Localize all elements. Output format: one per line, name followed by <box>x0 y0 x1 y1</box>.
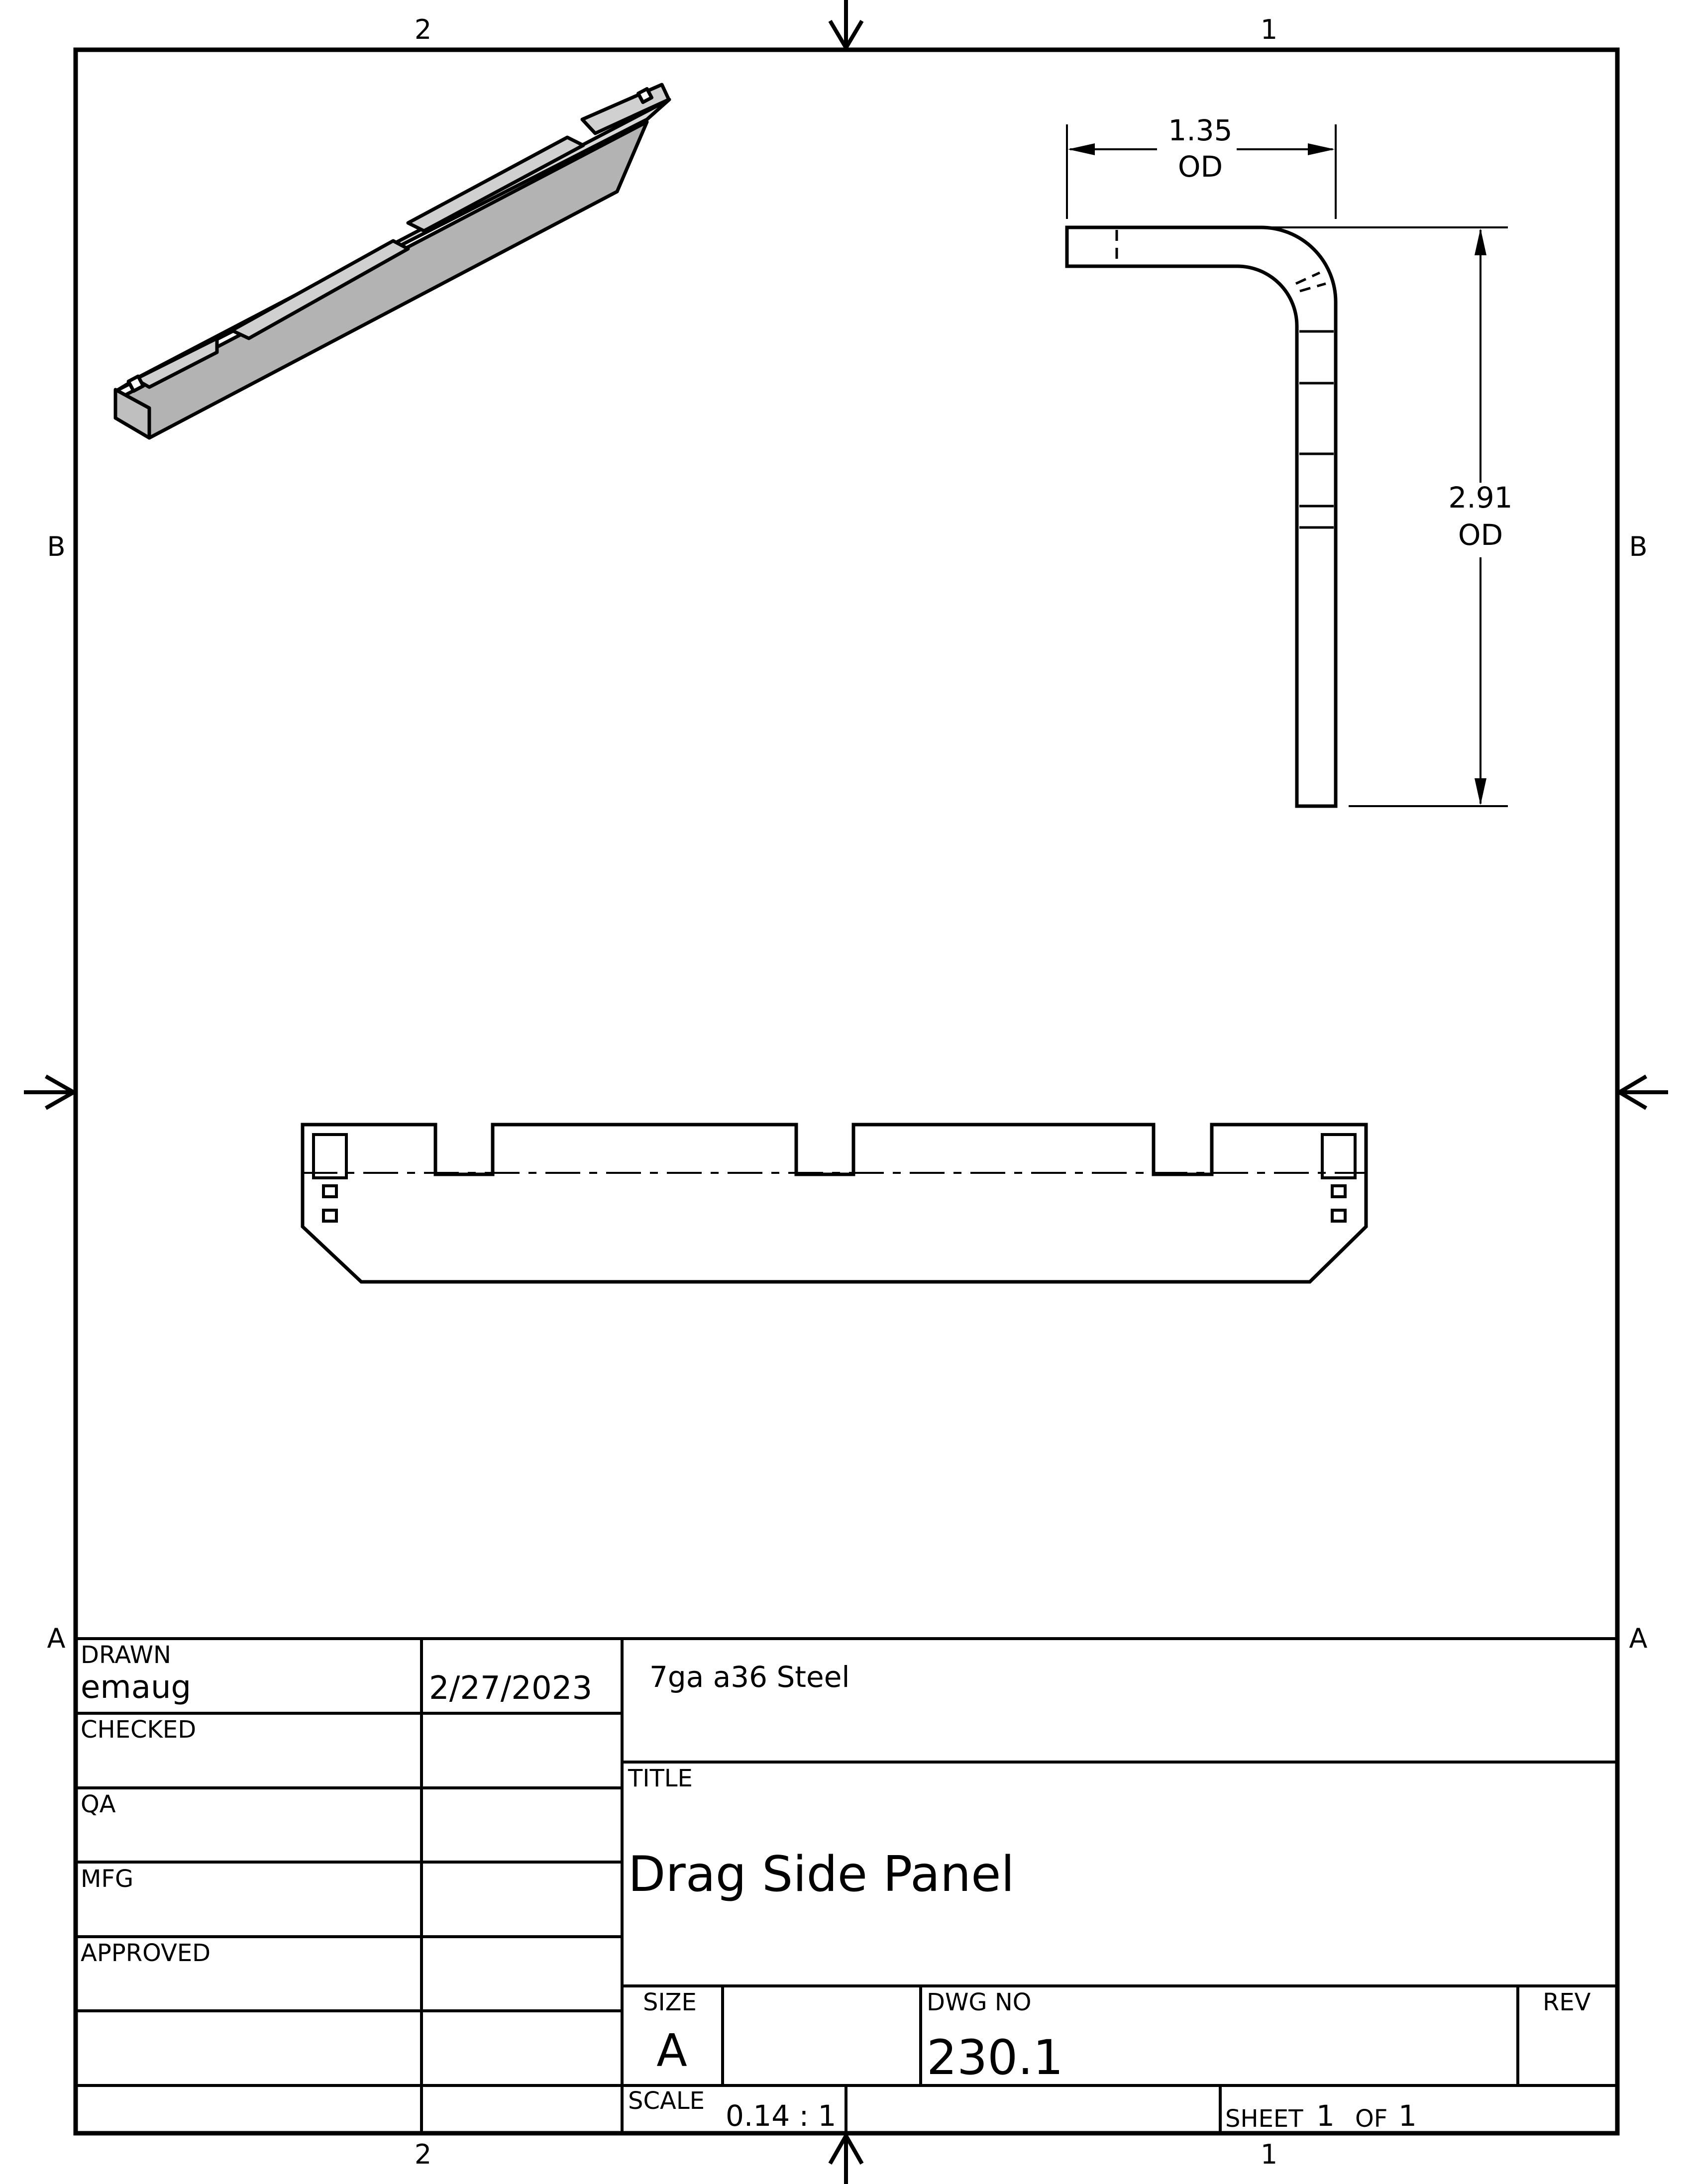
zone-left-A: A <box>47 1623 66 1654</box>
height-dimension-value: 2.91 <box>1448 481 1513 515</box>
width-dimension <box>1067 113 1336 219</box>
of-label: OF <box>1355 2105 1388 2133</box>
zone-bottom-1: 1 <box>1260 2139 1278 2170</box>
drawing-title: Drag Side Panel <box>628 1846 1015 1903</box>
height-dimension-suffix: OD <box>1458 518 1503 552</box>
dwg-no-label: DWG NO <box>927 1988 1032 2016</box>
height-dimension <box>1264 227 1513 806</box>
checked-label: CHECKED <box>81 1716 197 1744</box>
mfg-label: MFG <box>81 1865 134 1893</box>
material: 7ga a36 Steel <box>649 1660 850 1694</box>
center-mark-left <box>24 1076 76 1108</box>
zone-right-A: A <box>1629 1623 1648 1654</box>
center-mark-bottom <box>830 2133 862 2184</box>
zone-bottom-2: 2 <box>414 2139 432 2170</box>
zone-top-1: 1 <box>1260 14 1278 45</box>
dwg-no-value: 230.1 <box>927 2030 1063 2085</box>
center-mark-right <box>1617 1076 1668 1108</box>
qa-label: QA <box>81 1790 116 1818</box>
of-value: 1 <box>1398 2099 1417 2133</box>
sheet-label: SHEET <box>1225 2105 1303 2133</box>
scale-value: 0.14 : 1 <box>726 2099 837 2133</box>
sheet-value: 1 <box>1316 2099 1335 2133</box>
side-view <box>1067 227 1336 806</box>
approved-label: APPROVED <box>81 1939 211 1967</box>
sheet-border <box>76 50 1617 2133</box>
title-label: TITLE <box>628 1765 693 1792</box>
width-dimension-value: 1.35 <box>1168 113 1233 147</box>
drawn-label: DRAWN <box>81 1641 171 1669</box>
front-view <box>303 1125 1366 1282</box>
scale-label: SCALE <box>628 2087 705 2115</box>
rev-label: REV <box>1543 1988 1591 2016</box>
drawn-date: 2/27/2023 <box>429 1670 593 1707</box>
size-label: SIZE <box>643 1988 697 2016</box>
center-mark-top <box>830 0 862 50</box>
size-value: A <box>656 2025 687 2077</box>
zone-right-B: B <box>1629 531 1648 562</box>
width-dimension-suffix: OD <box>1177 150 1223 184</box>
zone-top-2: 2 <box>414 14 432 45</box>
zone-left-B: B <box>47 531 66 562</box>
isometric-view <box>115 85 669 438</box>
drawn-by: emaug <box>81 1669 192 1706</box>
